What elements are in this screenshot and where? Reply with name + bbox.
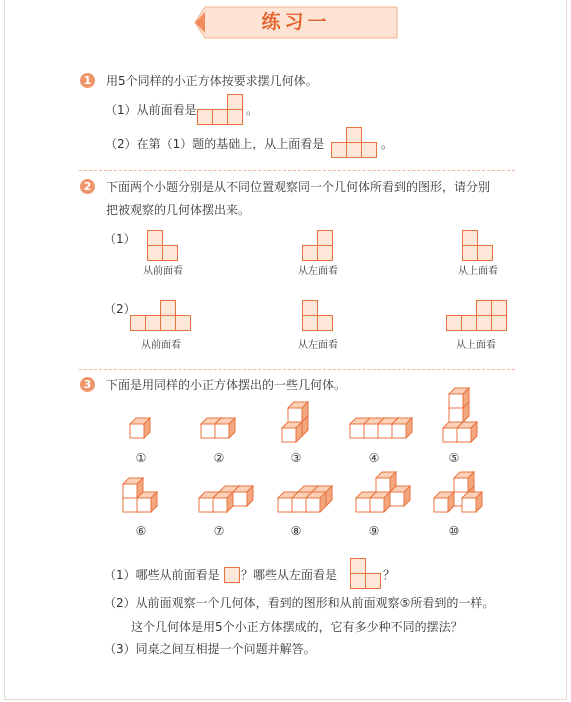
solid-10 — [434, 472, 482, 512]
q2-2-left-caption: 从左面看 — [298, 340, 338, 351]
q3-sub2-line2: 这个几何体是用5个小正方体摆成的，它有多少种不同的摆法？ — [131, 620, 463, 634]
solid-label-4: ④ — [368, 451, 380, 465]
solid-label-2: ② — [213, 451, 225, 465]
question-2-text-line1: 下面两个小题分别是从不同位置观察同一个几何体所看到的图形，请分别 — [106, 180, 491, 194]
solid-label-10: ⑩ — [448, 524, 460, 538]
solid-1 — [130, 418, 150, 438]
q2-1-front-caption: 从前面看 — [143, 266, 183, 277]
q3-single-square-figure — [224, 567, 240, 583]
question-2-text-line2: 把被观察的几何体摆出来。 — [106, 203, 251, 217]
solid-label-6: ⑥ — [135, 524, 147, 538]
q3-sub3-text: （3）同桌之间互相提一个问题并解答。 — [104, 642, 316, 656]
solid-label-9: ⑨ — [368, 524, 380, 538]
q2-sub2-label: （2） — [104, 302, 136, 316]
q2-1-left-caption: 从左面看 — [298, 266, 338, 277]
solid-4 — [350, 418, 412, 438]
solid-7 — [199, 486, 253, 512]
q1-part1-end: 。 — [246, 103, 259, 117]
q2-2-front-caption: 从前面看 — [141, 340, 181, 351]
solid-9 — [356, 472, 410, 512]
solid-5 — [443, 388, 477, 442]
q3-sub2-line1: （2）从前面观察一个几何体，看到的图形和从前面观察⑤所看到的一样。 — [104, 596, 495, 610]
solid-2 — [201, 418, 235, 438]
q1-part2-text: （2）在第（1）题的基础上，从上面看是 — [105, 137, 325, 151]
q1-part1-text: （1）从前面看是 — [105, 103, 197, 117]
solid-label-1: ① — [135, 451, 147, 465]
q3-sub1-text-c: ？ — [383, 568, 396, 582]
solid-label-7: ⑦ — [213, 524, 225, 538]
question-3-badge: 3 — [80, 377, 95, 392]
question-2-badge: 2 — [80, 179, 95, 194]
solid-6 — [123, 478, 157, 512]
question-1-badge: 1 — [80, 73, 95, 88]
q3-left-view-figure — [350, 558, 381, 589]
q3-sub1-text-a: （1）哪些从前面看是 — [104, 568, 220, 582]
q2-2-top-caption: 从上面看 — [456, 340, 496, 351]
q3-sub1-text-b: ？哪些从左面看是 — [241, 568, 338, 582]
q2-sub1-label: （1） — [104, 232, 136, 246]
solid-label-5: ⑤ — [448, 451, 460, 465]
question-3-text: 下面是用同样的小正方体摆出的一些几何体。 — [106, 378, 347, 392]
solid-label-3: ③ — [290, 451, 302, 465]
solid-3 — [282, 402, 308, 442]
solid-label-8: ⑧ — [290, 524, 302, 538]
page-title: 练习一 — [261, 11, 331, 33]
q1-part2-end: 。 — [381, 137, 394, 151]
solid-8 — [278, 486, 332, 512]
question-1-text: 用5个同样的小正方体按要求摆几何体。 — [106, 74, 318, 88]
q2-1-top-caption: 从上面看 — [458, 266, 498, 277]
